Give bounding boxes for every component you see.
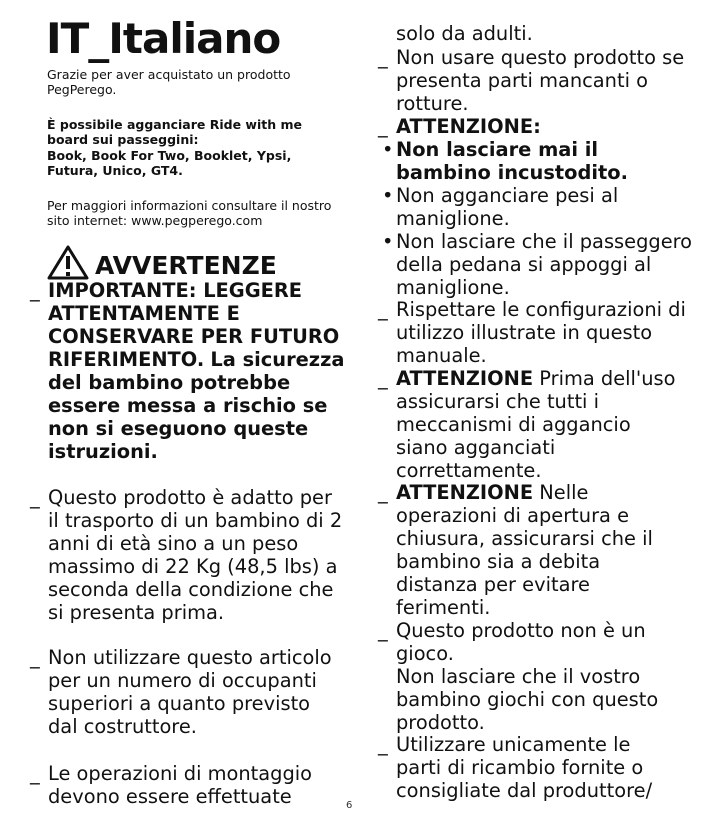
attention-label: ATTENZIONE: — [396, 115, 541, 138]
attention-label: ATTENZIONE — [396, 367, 534, 390]
dash: _ — [378, 298, 388, 321]
compat-heading: È possibile agganciare Ride with me board sui passeggini: — [47, 117, 302, 147]
not-toy-text: Questo prodotto non è un gioco. — [396, 619, 646, 665]
dash: _ — [378, 115, 388, 138]
para-not-toy — [378, 619, 698, 665]
bullet: • — [382, 138, 394, 161]
attention-label: ATTENZIONE — [396, 481, 534, 504]
para-assembly — [30, 762, 345, 808]
para-missing-parts — [378, 46, 688, 115]
dash: _ — [30, 646, 40, 669]
para-configurations — [378, 298, 698, 367]
dash: _ — [378, 367, 388, 390]
configurations-text: Rispettare le configurazioni di utilizzo illustrate in questo manuale. — [396, 298, 686, 367]
dash: _ — [30, 279, 40, 302]
bullet: • — [382, 230, 394, 253]
page-title: IT_Italiano — [46, 14, 281, 63]
unattended-text: Non lasciare mai il bambino incustodito. — [396, 138, 628, 184]
dash: _ — [378, 619, 388, 642]
dash: _ — [378, 481, 388, 504]
adults-text: solo da adulti. — [396, 22, 533, 45]
dash: _ — [378, 733, 388, 756]
missing-parts-text: Non usare questo prodotto se presenta parti mancanti o rotture. — [396, 46, 685, 115]
para-attention — [378, 115, 698, 138]
assembly-text: Le operazioni di montaggio devono essere effettuate — [48, 762, 313, 808]
opening-text: Nelle operazioni di apertura e chiusura, assicurarsi che il bambino sia a debita distanza per evitare ferimenti. — [396, 481, 653, 619]
dash: _ — [378, 46, 388, 69]
spare-parts-text: Utilizzare unicamente le parti di ricambio fornite o consigliate dal produttore/ — [396, 733, 653, 802]
intro-info: Per maggiori informazioni consultare il nostro sito internet: www.pegperego.com — [47, 198, 332, 228]
weights-text: Non agganciare pesi al maniglione. — [396, 184, 619, 230]
intro-thanks: Grazie per aver acquistato un prodotto PegPerego. — [47, 67, 291, 97]
dash: _ — [30, 486, 40, 509]
occupants-text: Non utilizzare questo articolo per un numero di occupanti superiori a quanto previsto dal costruttore. — [48, 646, 332, 738]
before-use-text: Prima dell'uso assicurarsi che tutti i meccanismi di aggancio siano agganciati correttamente. — [396, 367, 676, 482]
warning-heading-text: AVVERTENZE — [95, 251, 277, 280]
dash: _ — [30, 762, 40, 785]
age-text: Questo prodotto è adatto per il trasporto di un bambino di 2 anni di età sino a un peso massimo di 22 Kg (48,5 lbs) a seconda della condizione che si presenta prima. — [48, 486, 343, 624]
bullet: • — [382, 184, 394, 207]
warning-heading — [47, 244, 277, 280]
para-adults — [378, 22, 698, 45]
para-spare-parts — [378, 733, 678, 802]
para-no-play — [378, 665, 698, 734]
warning-triangle-icon — [47, 244, 89, 280]
para-attention-before-use — [378, 367, 678, 482]
important-text: IMPORTANTE: LEGGERE ATTENTAMENTE E CONSERVARE PER FUTURO RIFERIMENTO. — [48, 279, 340, 371]
compat-list: Book, Book For Two, Booklet, Ypsi, Futura, Unico, GT4. — [47, 148, 292, 178]
passenger-text: Non lasciare che il passeggero della pedana si appoggi al maniglione. — [396, 230, 693, 299]
bullet-weights — [378, 184, 678, 230]
para-age — [30, 486, 345, 624]
safety-text: La sicurezza del bambino potrebbe essere messa a rischio se non si eseguono queste istruzioni. — [48, 348, 345, 463]
page-number: 6 — [346, 800, 353, 811]
para-occupants — [30, 646, 345, 738]
bullet-passenger — [378, 230, 698, 299]
no-play-text: Non lasciare che il vostro bambino giochi con questo prodotto. — [396, 665, 659, 734]
para-important — [30, 279, 345, 463]
para-attention-opening — [378, 481, 678, 619]
bullet-unattended — [378, 138, 698, 184]
